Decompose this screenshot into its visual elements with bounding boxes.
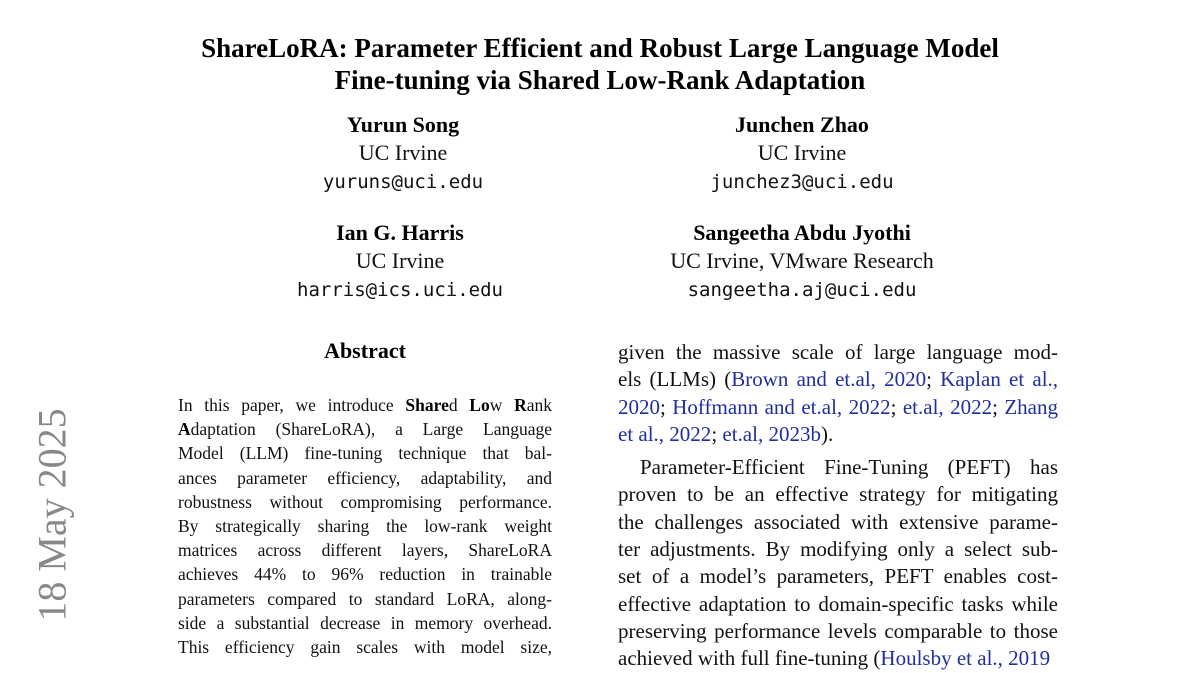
- citation-link[interactable]: Houlsby et al., 2019: [880, 646, 1051, 671]
- abstract-line: robustness without compromising performance.: [178, 491, 552, 512]
- citation-link[interactable]: Zhang: [1004, 394, 1059, 419]
- abstract-line: matrices across different layers, ShareLoRA: [178, 540, 552, 561]
- body-line: ter adjustments. By modifying only a select sub-: [618, 537, 1058, 562]
- author-affiliation: UC Irvine: [358, 140, 448, 165]
- body-line: given the massive scale of large language mod-: [618, 340, 1058, 364]
- body-line: et al., 2022; et.al, 2023b).: [618, 421, 834, 446]
- abstract-body: [178, 393, 552, 659]
- paper-title: [150, 32, 1050, 96]
- body-line: effective adaptation to domain-specific tasks while: [618, 591, 1058, 616]
- abstract-line: By strategically sharing the low-rank weight: [178, 516, 552, 537]
- author-affiliation: UC Irvine, VMware Research: [670, 248, 934, 273]
- intro-body: [618, 339, 1058, 673]
- paper-title-line-2: Fine-tuning via Shared Low-Rank Adaptation: [334, 65, 866, 95]
- author-name: Sangeetha Abdu Jyothi: [693, 220, 911, 245]
- abstract-line: achieves 44% to 96% reduction in trainable: [178, 564, 552, 585]
- author-name: Ian G. Harris: [336, 220, 464, 245]
- author-name: Junchen Zhao: [735, 112, 869, 137]
- citation-link[interactable]: 2020: [618, 394, 660, 419]
- author-affiliation: UC Irvine: [355, 248, 445, 273]
- author-name: Yurun Song: [346, 112, 460, 137]
- author-block: [622, 111, 982, 197]
- citation-link[interactable]: et.al, 2022: [902, 394, 993, 419]
- citation-link[interactable]: Brown and et.al, 2020: [731, 367, 927, 392]
- citation-link[interactable]: et al., 2022: [618, 421, 712, 446]
- body-line: Parameter-Efficient Fine-Tuning (PEFT) has: [640, 455, 1058, 480]
- author-block: [220, 219, 580, 305]
- paper-title-line-1: ShareLoRA: Parameter Efficient and Robust Large Language Model: [201, 33, 999, 63]
- author-email: sangeetha.aj@uci.edu: [687, 279, 917, 301]
- abstract-line: parameters compared to standard LoRA, along-: [178, 588, 552, 609]
- citation-link[interactable]: et.al, 2023b: [722, 421, 821, 446]
- abstract-line: This efficiency gain scales with model size,: [178, 637, 552, 658]
- author-block: [223, 111, 583, 197]
- abstract-line: Model (LLM) fine-tuning technique that bal-: [178, 443, 552, 464]
- abstract-line: In this paper, we introduce Shared Low Rank: [178, 395, 552, 415]
- abstract-line: side a substantial decrease in memory overhead.: [178, 612, 552, 633]
- citation-link[interactable]: Hoffmann and et.al, 2022: [672, 394, 891, 419]
- citation-link[interactable]: Kaplan et al.,: [940, 367, 1059, 392]
- body-line: set of a model’s parameters, PEFT enables cost-: [618, 564, 1058, 589]
- arxiv-date-stamp: 18 May 2025: [29, 408, 75, 622]
- author-affiliation: UC Irvine: [757, 140, 847, 165]
- body-line: preserving performance levels comparable to those: [618, 618, 1058, 643]
- abstract-heading: Abstract: [324, 338, 406, 363]
- abstract-line: Adaptation (ShareLoRA), a Large Language: [178, 419, 552, 440]
- author-email: harris@ics.uci.edu: [297, 279, 503, 301]
- body-line: els (LLMs) (Brown and et.al, 2020; Kaplan et al.,: [618, 367, 1059, 392]
- body-line: the challenges associated with extensive parame-: [618, 509, 1058, 534]
- author-email: junchez3@uci.edu: [710, 171, 894, 193]
- author-block: [622, 219, 982, 305]
- body-line: 2020; Hoffmann and et.al, 2022; et.al, 2022; Zhang: [618, 394, 1059, 419]
- abstract-line: ances parameter efficiency, adaptability, and: [178, 467, 552, 488]
- body-line: proven to be an effective strategy for mitigating: [618, 482, 1058, 507]
- body-line: achieved with full fine-tuning (Houlsby et al., 2019: [618, 646, 1051, 671]
- author-email: yuruns@uci.edu: [322, 171, 484, 193]
